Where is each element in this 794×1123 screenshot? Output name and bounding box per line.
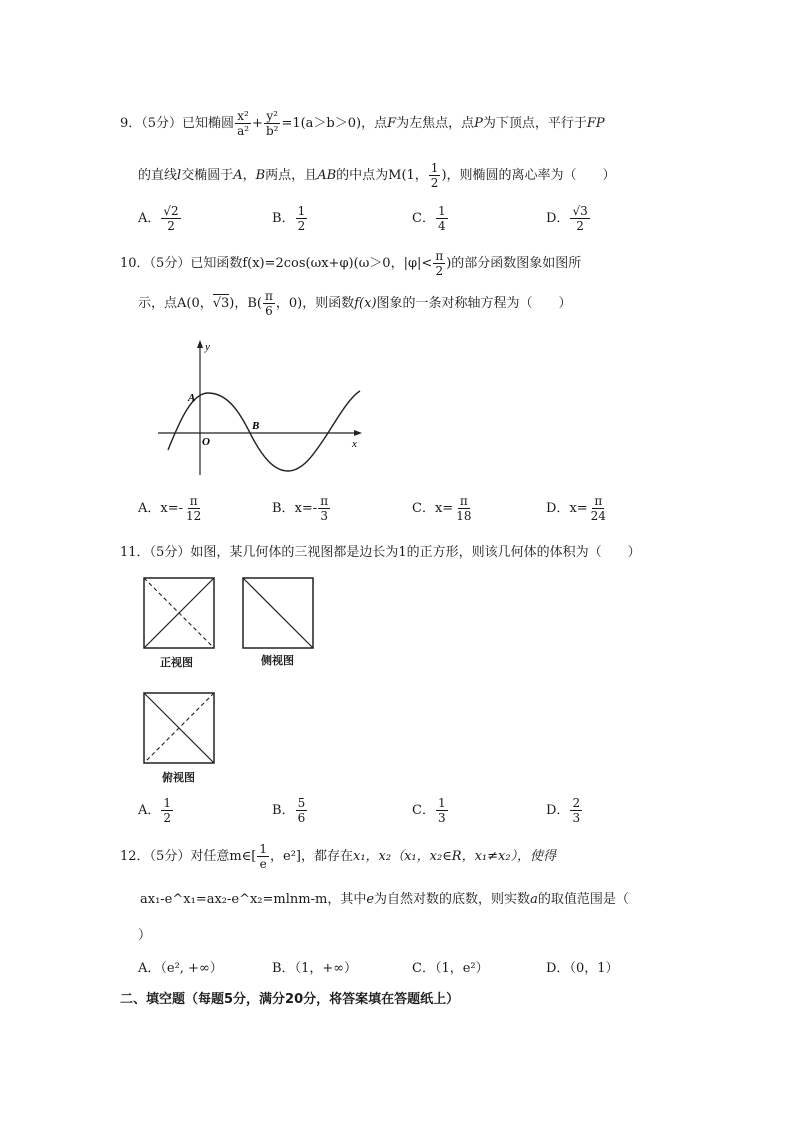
q11-front-view [143,577,215,649]
q11-option-c[interactable]: C． $\frac{1}{3}$ [412,796,446,825]
q12-tail2: 为自然对数的底数，则实数 [374,892,531,907]
q9-B: B [255,168,266,183]
section-2-heading: 二、填空题（每题5分，满分20分，将答案填在答题纸上） [120,992,460,1007]
q10-frac-pi2: $\frac{\pi}{2}$ [435,249,444,278]
q9-l: l [177,168,182,183]
q11-front-label: 正视图 [160,656,193,669]
q9-FP: FP [586,116,605,131]
q9-frac-y: $\frac{\text{y²}}{\text{b²}}$ [265,109,279,138]
q12-tail3: 的取值范围是（ [537,892,629,907]
q12-equation: ax₁-e^x₁=ax₂-e^x₂=mlnm-m， [140,892,341,907]
q12-x1x2: x₁，x₂（x₁，x₂∈R，x₁≠x₂），使得 [352,849,557,864]
q10-line2 [138,290,572,317]
q12-tail: 其中 [340,892,367,907]
q10-curve [168,391,360,471]
q9-l2c: 两点，且 [265,168,318,183]
q12-number: 12．（5分）对任意 [120,849,230,864]
q10-label-a: A [188,392,196,404]
q10-line1 [120,250,581,277]
q9-text-pre: 已知椭圆 [182,116,235,131]
q9-plus: + [252,116,263,131]
q11-option-d[interactable]: D． $\frac{2}{3}$ [546,796,581,825]
q10-fx: f(x) [354,296,377,311]
q10-x-arrow [354,430,362,436]
q10-l2c: ，0)，则函数 [275,296,355,311]
q10-option-d[interactable]: D．x= $\frac{\pi}{24}$ [546,494,606,523]
q9-l2a: 的直线 [138,168,178,183]
q12-option-a[interactable]: A．（e², +∞） [138,961,223,976]
q9-line1 [120,110,605,137]
q9-F: F [387,116,397,131]
q10-l2a: 示，点A(0， [138,296,213,311]
q12-m-in: m∈[ [229,849,257,864]
q9-option-d[interactable]: D． $\frac{√3}{2}$ [546,204,588,233]
q10-y-arrow [197,340,203,348]
q10-label-o: O [202,436,210,448]
q9-comma: ， [242,168,256,183]
q12-e2: ，e²]，都存在 [270,849,353,864]
q10-post: )的部分函数图象如图所 [446,256,582,271]
q10-frac-pi6: $\frac{\pi}{6}$ [265,289,273,318]
q10-l2b: )，B( [229,296,262,311]
q9-t1: 为左焦点，点 [396,116,475,131]
q9-option-c[interactable]: C． $\frac{1}{4}$ [412,204,446,233]
q10-label-b: B [252,420,260,432]
q12-option-c[interactable]: C．（1，e²） [412,961,489,976]
q10-label-y: y [205,341,210,353]
q11-option-b[interactable]: B． $\frac{5}{6}$ [272,796,306,825]
q9-frac-half: $\frac{1}{2}$ [430,161,439,190]
q12-option-d[interactable]: D．（0，1） [546,961,619,976]
q9-number: 9．（5分） [120,116,183,131]
q9-line2 [138,162,616,189]
q10-l2d: 图象的一条对称轴方程为（ ） [376,296,572,311]
q10-graph [150,335,370,480]
q10-label-x: x [352,438,357,450]
q11-top-label: 俯视图 [162,771,195,784]
q9-cond: =1(a＞b＞0)，点 [281,116,388,131]
q12-frac-1e: $\frac{1}{e}$ [259,842,267,871]
q9-AB: AB [317,168,337,183]
q11-side-view [242,577,314,649]
q10-option-a[interactable]: A．x=- $\frac{\pi}{12}$ [138,494,202,523]
q11-option-a[interactable]: A． $\frac{1}{2}$ [138,796,172,825]
q11-text: 11．（5分）如图，某几何体的三视图都是边长为1的正方形，则该几何体的体积为（ ） [120,545,641,560]
q10-option-b[interactable]: B．x=- $\frac{\pi}{3}$ [272,494,329,523]
q12-line2 [140,888,629,907]
q11-side-label: 侧视图 [261,654,294,667]
q9-l2e: )，则椭圆的离心率为（ ） [441,168,616,183]
q12-e: e [366,892,375,907]
q12-line1 [120,843,556,870]
q9-option-b[interactable]: B． $\frac{1}{2}$ [272,204,306,233]
q10-option-c[interactable]: C．x= $\frac{\pi}{18}$ [412,494,472,523]
q10-number: 10．（5分） [120,256,191,271]
q12-a: a [530,892,538,907]
q9-l2b: 交椭圆于 [181,168,234,183]
q12-close-paren: ） [138,928,152,943]
q10-pre: 已知函数f(x)=2cos(ωx+φ)(ω＞0，|φ|< [190,256,433,271]
q12-option-b[interactable]: B．（1，+∞） [272,961,358,976]
q9-frac-x: $\frac{\text{x²}}{\text{a²}}$ [237,109,250,138]
q9-option-a[interactable]: A． $\frac{√2}{2}$ [138,204,179,233]
q9-t2: 为下顶点，平行于 [482,116,587,131]
q10-sqrt3: √3 [212,296,230,311]
q9-A: A [233,168,243,183]
q11-top-view [143,692,215,764]
q9-P: P [474,116,483,131]
q9-l2d: 的中点为M(1， [336,168,428,183]
